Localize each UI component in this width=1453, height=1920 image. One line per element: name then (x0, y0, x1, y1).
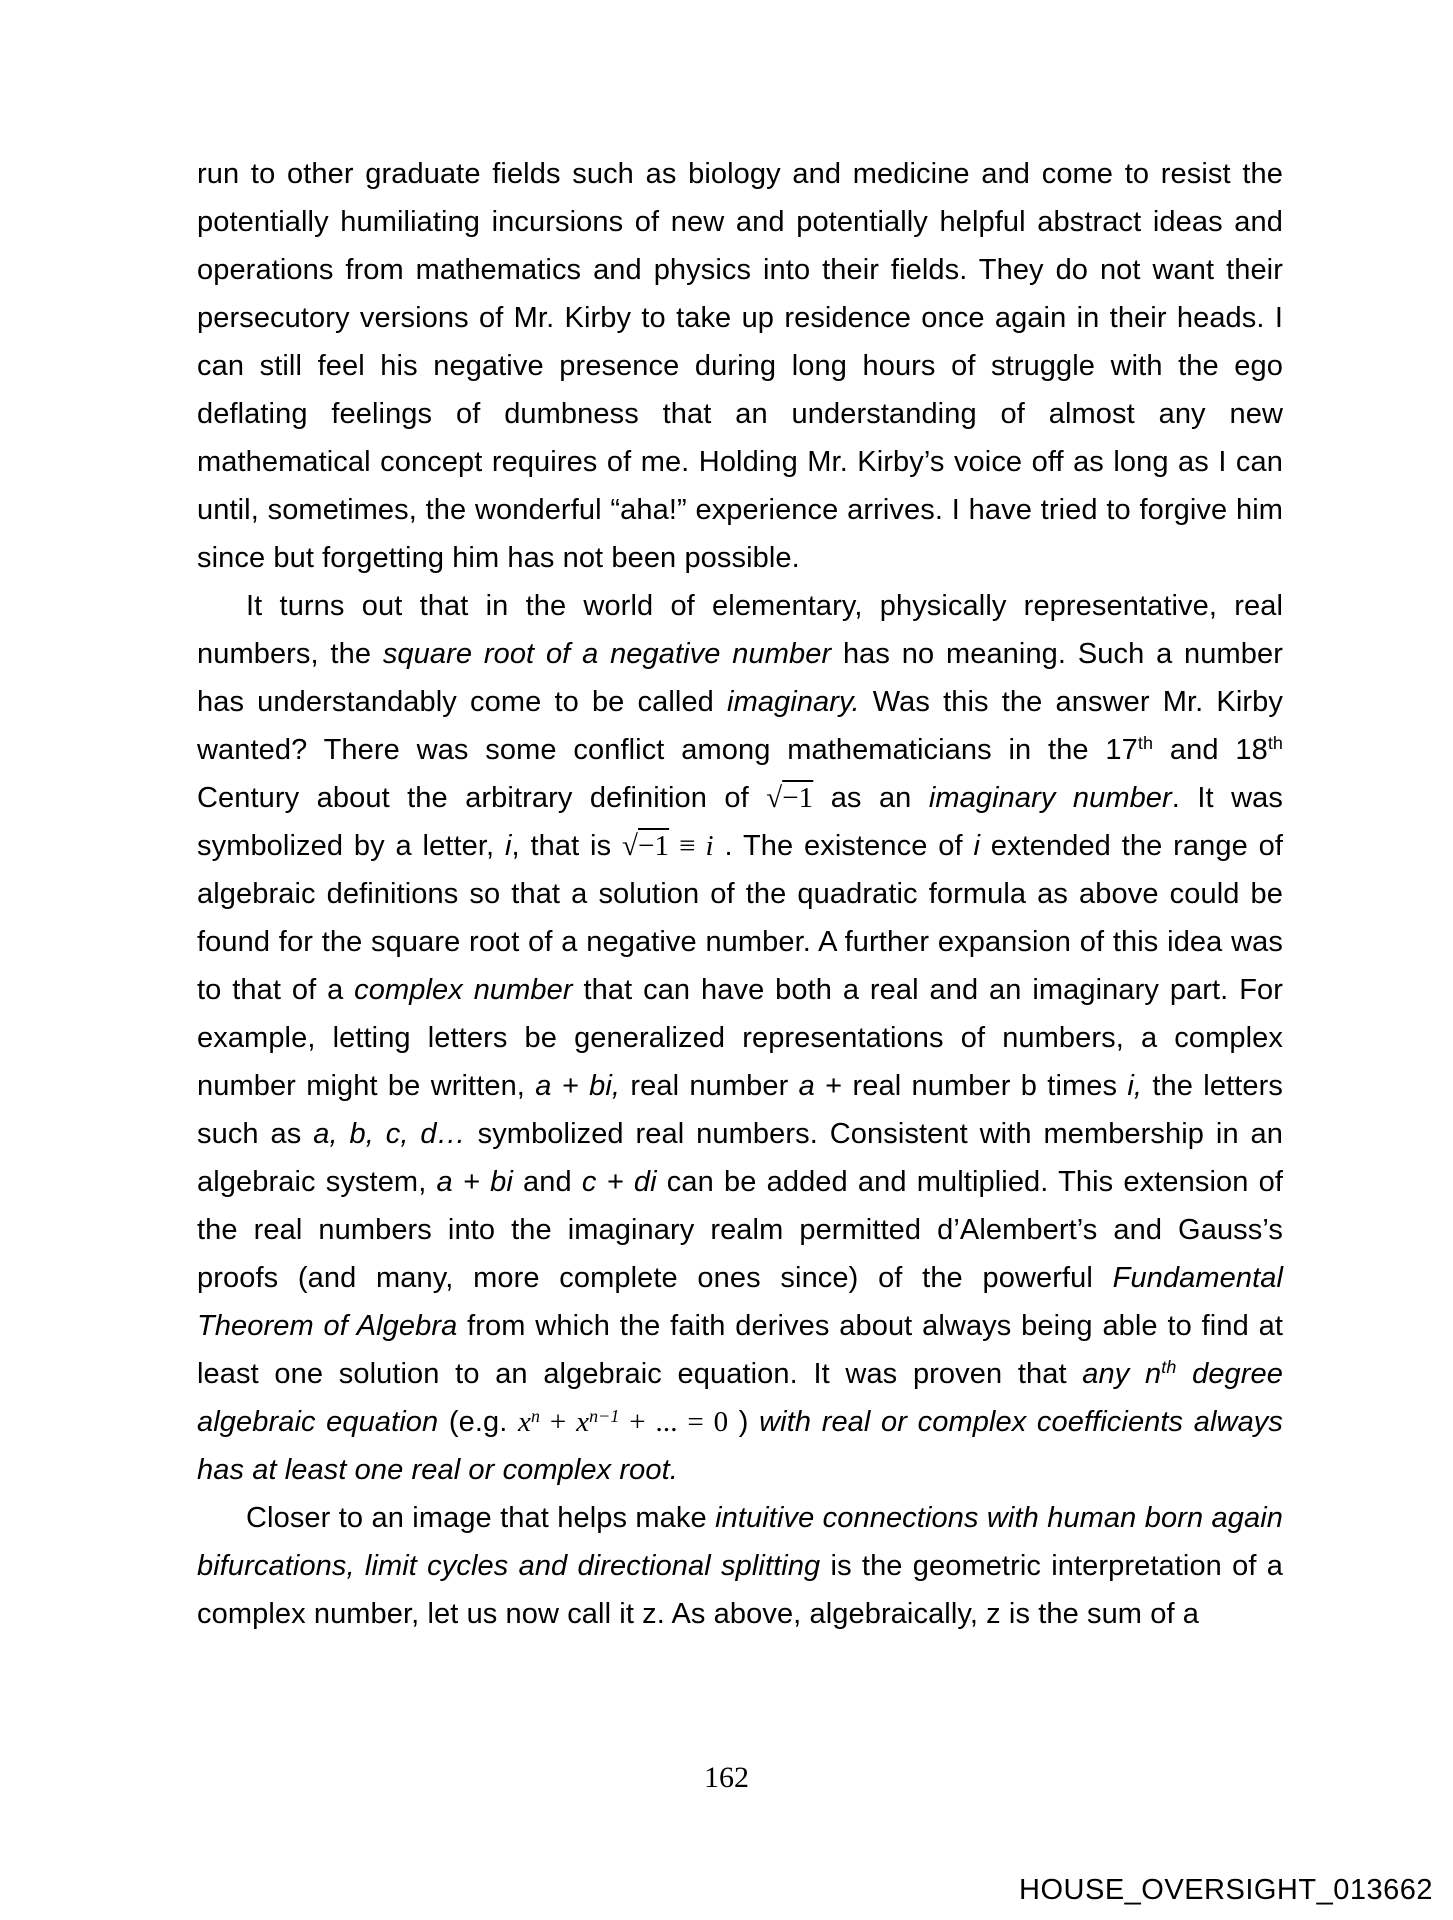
text-run: + real number b times (814, 1070, 1128, 1102)
text-run: a, b, c, d… (313, 1118, 466, 1150)
bates-number: HOUSE_OVERSIGHT_013662 (1019, 1874, 1433, 1906)
text-run: Was this the answer Mr. Kirby wanted? There was some conflict among mathematicians in the 17 (197, 686, 1283, 766)
text-run: imaginary number (928, 782, 1172, 814)
text-run: th (1161, 1357, 1177, 1378)
text-run: i, (1127, 1070, 1143, 1102)
text-run: the letters such as (197, 1070, 1283, 1150)
text-run: a (798, 1070, 815, 1102)
text-run: i (504, 830, 512, 862)
text-run: square root of a negative number (382, 638, 832, 670)
paragraph-imaginary-numbers (197, 582, 1283, 1494)
text-run: from which the faith derives about always being able to find at least one solution to an algebraic equation. It was proven that (197, 1310, 1283, 1390)
text-run: Century about the arbitrary definition of (197, 782, 767, 814)
text-run: a + bi (436, 1166, 513, 1198)
paragraph-geometric-interpretation (197, 1494, 1283, 1638)
text-run: as an (813, 782, 929, 814)
text-run: can be added and multiplied. This extension of the real numbers into the imaginary realm permitted d’Alembert’s and Gauss’s proofs (and many, more complete ones since) of the powerful (197, 1166, 1283, 1294)
text-run: , that is (511, 830, 622, 862)
text-run: th (1267, 733, 1283, 754)
text-run: run to other graduate fields such as biology and medicine and come to resist the potentially humiliating incursions of new and potentially helpful abstract ideas and operations from mathematics and physics into their fields. They do not want their persecutory versions of Mr. Kirby to take up residence once again in their heads. I can still feel his negative presence during long hours of struggle with the ego deflating feelings of dumbness that an understanding of almost any new mathematical concept requires of me. Holding Mr. Kirby’s voice off as long as I can until, sometimes, the wonderful “aha!” experience arrives. I have tried to forgive him since but forgetting him has not been possible. (197, 158, 1283, 574)
text-run: c + di (581, 1166, 657, 1198)
radicand: −1 (638, 830, 670, 862)
text-run: a + bi, (535, 1070, 621, 1102)
text-run: that can have both a real and an imaginary part. For example, letting letters be generalized representations of numbers, a complex number might be written, (197, 974, 1283, 1102)
text-run: is the geometric interpretation of a complex number, let us now call it z. As above, algebraically, z is the sum of a (197, 1550, 1283, 1630)
text-run: i (973, 830, 980, 862)
text-run: Fundamental Theorem of Algebra (197, 1262, 1283, 1342)
text-run: real number (620, 1070, 799, 1102)
text-run: (e.g. (438, 1406, 518, 1438)
text-run: complex number (354, 974, 573, 1006)
text-run: and (512, 1166, 582, 1198)
text-run: + ... = 0 (619, 1406, 729, 1438)
text-run: ≡ (669, 830, 706, 862)
text-run: x (517, 1406, 531, 1438)
text-run: any n (1082, 1358, 1162, 1390)
text-run: Closer to an image that helps make (246, 1502, 716, 1534)
text-run: th (1137, 733, 1154, 754)
text-run: symbolized real numbers. Consistent with membership in an algebraic system, (197, 1118, 1283, 1198)
radicand: −1 (782, 782, 814, 814)
radical-sign-icon: √ (622, 830, 639, 862)
paragraph-kirby-memories (197, 150, 1283, 582)
body-text (197, 150, 1283, 1638)
text-run: i (705, 830, 714, 862)
text-run: extended the range of algebraic definitions so that a solution of the quadratic formula as above could be found for the square root of a negative number. A further expansion of this idea was to that of a (197, 830, 1283, 1006)
text-run: x (576, 1406, 590, 1438)
text-run: imaginary. (727, 686, 860, 718)
text-run: has no meaning. Such a number has understandably come to be called (197, 638, 1283, 718)
text-run: n (530, 1406, 541, 1427)
sqrt-expression (622, 830, 669, 862)
text-run: ) (728, 1406, 760, 1438)
page-number: 162 (704, 1761, 749, 1794)
text-run: intuitive connections with human born again bifurcations, limit cycles and directional splitting (197, 1502, 1283, 1582)
text-run: n−1 (589, 1406, 620, 1427)
sqrt-expression (766, 782, 813, 814)
text-run: It turns out that in the world of elementary, physically representative, real numbers, the (197, 590, 1283, 670)
text-run: degree algebraic equation (197, 1358, 1283, 1438)
text-run: . The existence of (713, 830, 974, 862)
text-run: + (540, 1406, 577, 1438)
text-run: with real or complex coefficients always has at least one real or complex root. (197, 1406, 1283, 1486)
text-run: and 18 (1153, 734, 1268, 766)
text-run: . It was symbolized by a letter, (197, 782, 1283, 862)
radical-sign-icon: √ (766, 782, 783, 814)
